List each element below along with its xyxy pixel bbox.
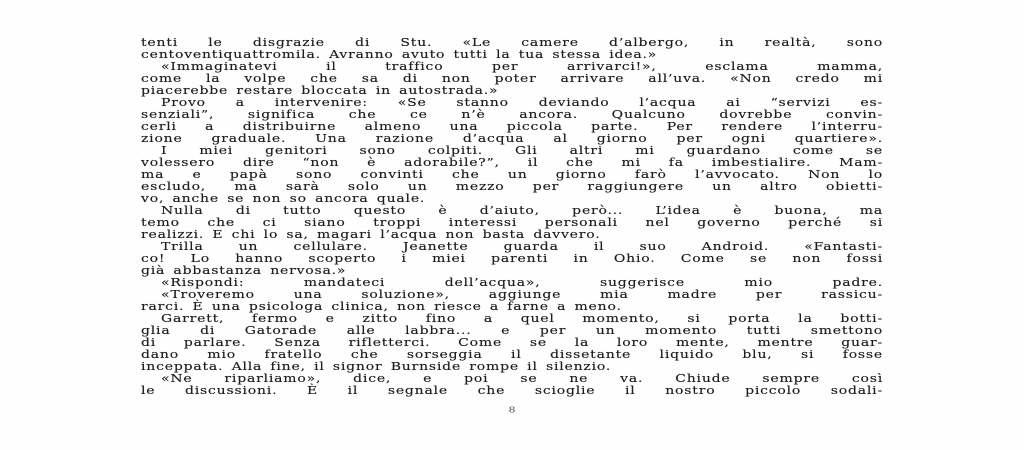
text-line: ma e papà sono convinti che un giorno farò l’avvocato. Non lo (141, 168, 883, 181)
text-line: rarci. È una psicologa clinica, non riesce a farne a meno. (141, 300, 622, 313)
text-line: le discussioni. È il segnale che scioglie il nostro piccolo sodali- (141, 384, 883, 397)
text-line: zione graduale. Una razione d’acqua al giorno per ogni quartiere». (141, 132, 883, 145)
text-line: I miei genitori sono colpiti. Gli altri mi guardano come se (161, 144, 883, 157)
text-line: come la volpe che sa di non poter arrivare all’uva. «Non credo mi (141, 72, 883, 85)
text-line: tenti le disgrazie di Stu. «Le camere d’albergo, in realtà, sono (141, 36, 883, 49)
text-line: temo che ci siano troppi interessi personali nel governo perché si (141, 216, 883, 229)
text-line: realizzi. E chi lo sa, magari l’acqua non basta davvero. (141, 228, 601, 241)
text-line: «Rispondi: mandateci dell’acqua», suggerisce mio padre. (161, 276, 883, 289)
text-line: centoventiquattromila. Avranno avuto tutti la tua stessa idea.» (141, 48, 658, 61)
text-line: già abbastanza nervosa.» (141, 264, 347, 277)
text-line: cerli a distribuirne almeno una piccola parte. Per rendere l’interru- (141, 120, 883, 133)
text-line: co! Lo hanno scoperto i miei parenti in Ohio. Come se non fossi (141, 252, 883, 265)
text-line: volessero dire “non è adorabile?”, il che mi fa imbestialire. Mam- (141, 156, 883, 169)
text-line: «Troveremo una soluzione», aggiunge mia madre per rassicu- (161, 288, 883, 301)
text-block (141, 37, 883, 397)
text-line: inceppata. Alla fine, il signor Burnside rompe il silenzio. (141, 360, 612, 373)
text-line: escludo, ma sarà solo un mezzo per raggiungere un altro obietti- (141, 180, 883, 193)
text-line: vo, anche se non so ancora quale. (141, 192, 426, 205)
text-line: dano mio fratello che sorseggia il dissetante liquido blu, si fosse (141, 348, 883, 361)
text-line: senziali”, significa che ce n’è ancora. Qualcuno dovrebbe convin- (141, 108, 883, 121)
text-line: di parlare. Senza rifletterci. Come se la loro mente, mentre guar- (141, 336, 883, 349)
text-line: Provo a intervenire: «Se stanno deviando l’acqua ai “servizi es- (161, 96, 883, 109)
text-line: piacerebbe restare bloccata in autostrada.» (141, 84, 499, 97)
text-line: glia di Gatorade alle labbra... e per un momento tutti smettono (141, 324, 883, 337)
text-line: Trilla un cellulare. Jeanette guarda il suo Android. «Fantasti- (161, 240, 883, 253)
text-line: «Ne riparliamo», dice, e poi se ne va. Chiude sempre così (161, 372, 883, 385)
text-line: Garrett, fermo e zitto fino a quel momento, si porta la botti- (161, 312, 883, 325)
text-line: «Immaginatevi il traffico per arrivarci!», esclama mamma, (161, 60, 883, 73)
text-line: Nulla di tutto questo è d’aiuto, però... L’idea è buona, ma (161, 204, 883, 217)
page-number: 8 (508, 405, 516, 415)
